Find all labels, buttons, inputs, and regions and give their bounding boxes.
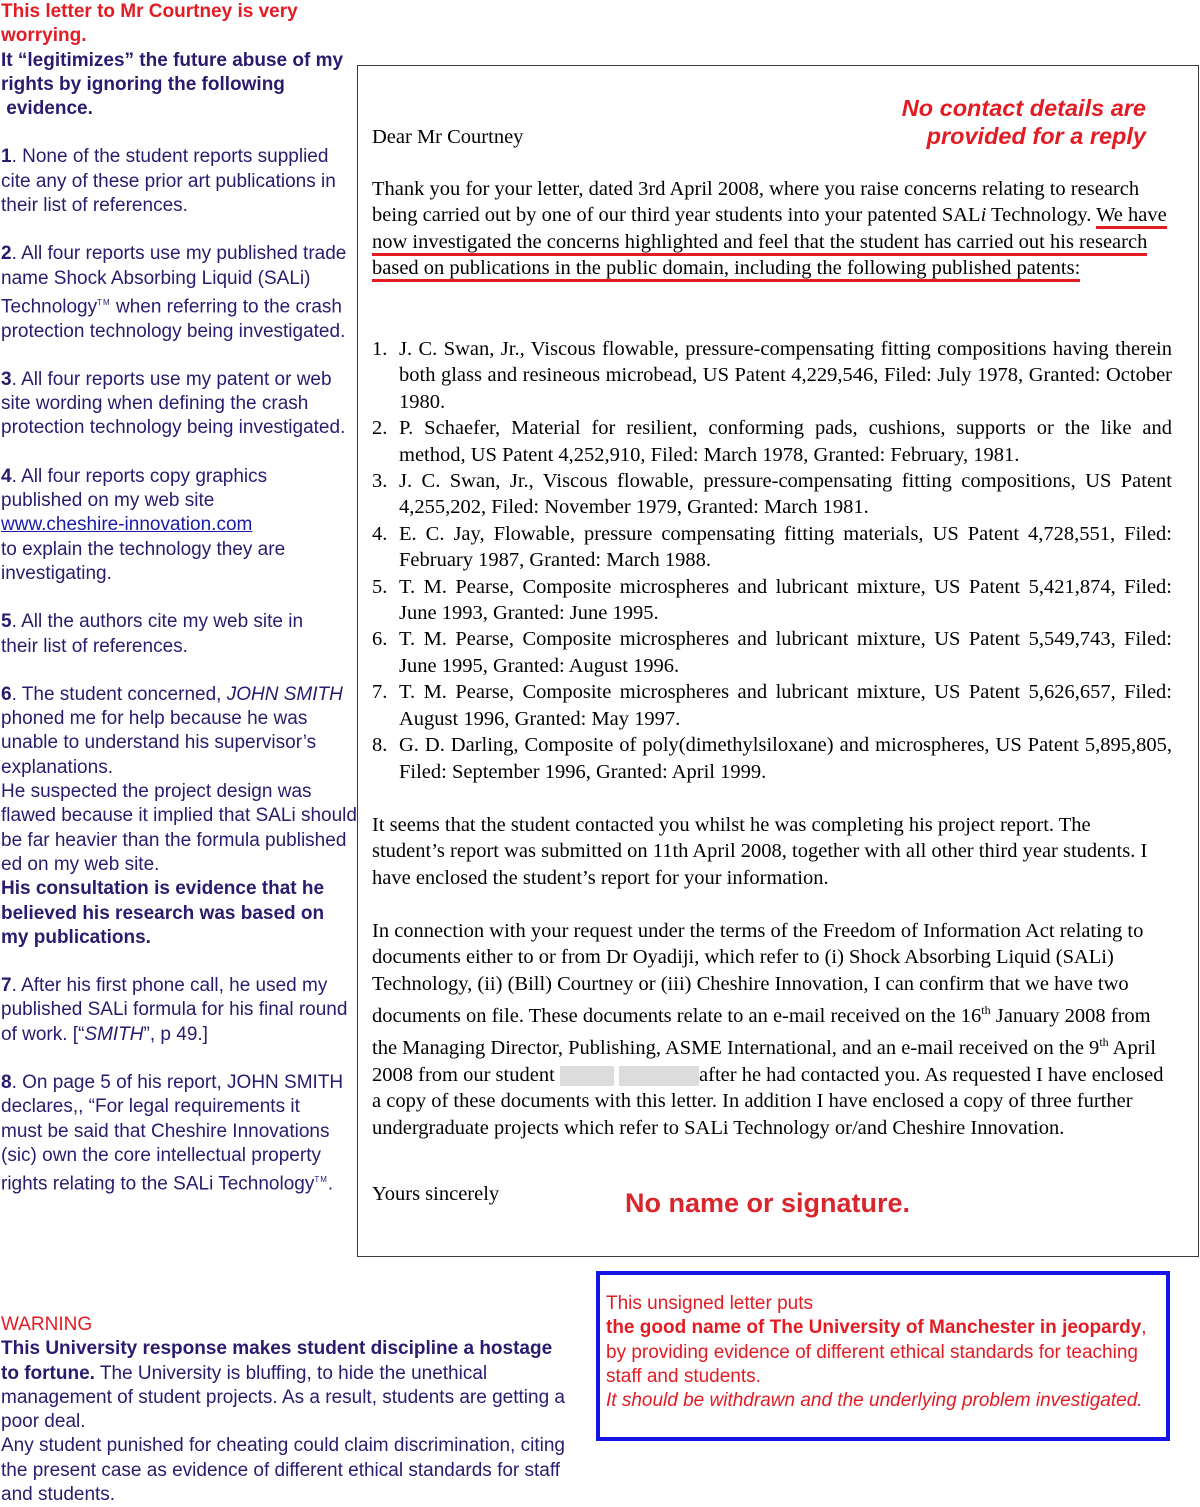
note-item-6-conclusion: His consultation is evidence that he believed his research was based on my publications. — [1, 878, 325, 948]
reference-item: 7. T. M. Pearse, Composite microspheres and lubricant mixture, US Patent 5,626,657, Filed: August 1996, Granted: May 1997. — [372, 681, 1172, 730]
reference-item: 2. P. Schaefer, Material for resilient, conforming pads, cushions, supports or the like and method, US Patent 4,252,910, Filed: March 1978, Granted: February, 1981. — [372, 417, 1172, 466]
note-item-3: 3. All four reports use my patent or web site wording when defining the crash protection technology being investigated. — [1, 368, 346, 439]
note-item-5: 5. All the authors cite my web site in their list of references. — [1, 611, 304, 657]
letter-paragraph-1: Thank you for your letter, dated 3rd April 2008, where you raise concerns relating to research being carried out by one of our third year students into your patented SALi Technology. We have now investigated the concerns highlighted and feel that the student has carried out his research based on publications in the public domain, including the following published patents: — [372, 176, 1172, 282]
university-letter — [357, 65, 1199, 1257]
conclusion-box — [596, 1271, 1170, 1441]
conclusion-text: the good name of The University of Manchester in jeopardy, by providing evidence of different ethical standards for teaching staff and students. — [606, 1317, 1147, 1387]
warning-text: This University response makes student discipline a hostage to fortune. The University is bluffing, to hide the unethical management of student projects. As a result, students are getting a poor deal. — [1, 1338, 565, 1433]
underlined-claim: We have now investigated the concerns highlighted and feel that the student has carried out his research based on publications in the public domain, including the following published patents: — [372, 204, 1167, 282]
reference-item: 8. G. D. Darling, Composite of poly(dimethylsiloxane) and microspheres, US Patent 5,895,805, Filed: September 1996, Granted: April 1999. — [372, 734, 1172, 783]
warning-text-2: Any student punished for cheating could claim discrimination, citing the present case as evidence of different ethical standards for staff and students. — [1, 1435, 565, 1506]
note-item-8: 8. On page 5 of his report, JOHN SMITH declares,, “For legal requirements it must be said that Cheshire Innovations (sic) own the core intellectual property rights relating to the SALi Technology™. — [1, 1072, 344, 1195]
redacted-name — [619, 1066, 699, 1086]
trademark-mark: TM — [97, 297, 111, 307]
letter-paragraph-3: In connection with your request under the terms of the Freedom of Information Act relating to documents either to or from Dr Oyadiji, which refer to (i) Shock Absorbing Liquid (SALi) Technology, (ii) (Bill) Courtney or (iii) Cheshire Innovation, I can confirm that we have two documents on file. These documents relate to an e-mail received on the 16th January 2008 from the Managing Director, Publishing, ASME International, and an e-mail received on the 9th April 2008 from our student after he had contacted you. As requested I have enclosed a copy of these documents with this letter. In addition I have enclosed a copy of three further undergraduate projects which refer to SALi Technology or/and Cheshire Innovation. — [372, 920, 1164, 1139]
website-link[interactable]: www.cheshire-innovation.com — [1, 514, 253, 536]
letter-closing: Yours sincerely — [372, 1183, 500, 1205]
letter-salutation: Dear Mr Courtney — [372, 126, 524, 148]
patent-reference-list — [372, 336, 1172, 785]
reference-item: 4. E. C. Jay, Flowable, pressure compensating fitting materials, US Patent 4,728,551, Filed: February 1987, Granted: March 1988. — [372, 522, 1172, 572]
note-item-6-continued: He suspected the project design was flawed because it implied that SALi should be far heavier than the formula published ed on my web site. — [1, 781, 357, 875]
contact-details-note: No contact details are provided for a reply — [901, 95, 1146, 149]
redacted-name — [560, 1066, 614, 1086]
conclusion-line-1: This unsigned letter puts — [606, 1293, 814, 1314]
note-item-1: 1. None of the student reports supplied cite any of these prior art publications in their list of references. — [1, 146, 336, 217]
note-item-7: 7. After his first phone call, he used my published SALi formula for his final round of work. [“SMITH”, p 49.] — [1, 975, 348, 1045]
reference-item: 1. J. C. Swan, Jr., Viscous flowable, pressure-compensating fitting compositions having therein both glass and resineous microbead, US Patent 4,229,546, Filed: July 1978, Granted: October 1980. — [372, 338, 1172, 413]
note-item-2: 2. All four reports use my published trade name Shock Absorbing Liquid (SALi) Technology™ when referring to the crash protection technology being investigated. — [1, 243, 347, 342]
letter-paragraph-2: It seems that the student contacted you whilst he was completing his project report. The student’s report was submitted on 11th April 2008, together with all other third year students. I have enclosed the student’s report for your information. — [372, 814, 1148, 889]
no-signature-note: No name or signature. — [625, 1188, 911, 1218]
trademark-mark: TM — [314, 1175, 328, 1185]
warning-title: WARNING — [1, 1314, 93, 1335]
note-item-6: 6. The student concerned, JOHN SMITH phoned me for help because he was unable to understand his supervisor’s explanations. — [1, 683, 343, 778]
heading-line-1: This letter to Mr Courtney is very worrying. — [1, 1, 298, 47]
heading-line-2: It “legitimizes” the future abuse of my rights by ignoring the following evidence. — [1, 49, 344, 120]
warning-block — [1, 1313, 571, 1507]
note-item-4: 4. All four reports copy graphics published on my web site www.cheshire-innovation.com to explain the technology they are investigating. — [1, 465, 286, 584]
reference-item: 5. T. M. Pearse, Composite microspheres and lubricant mixture, US Patent 5,421,874, Filed: June 1993, Granted: June 1995. — [372, 575, 1172, 625]
left-commentary — [1, 0, 371, 1197]
conclusion-demand: It should be withdrawn and the underlying problem investigated. — [606, 1390, 1143, 1412]
reference-item: 6. T. M. Pearse, Composite microspheres and lubricant mixture, US Patent 5,549,743, Filed: June 1995, Granted: August 1996. — [372, 628, 1172, 677]
reference-item: 3. J. C. Swan, Jr., Viscous flowable, pressure-compensating fitting compositions, US Patent 4,255,202, Filed: November 1979, Granted: March 1981. — [372, 470, 1172, 519]
